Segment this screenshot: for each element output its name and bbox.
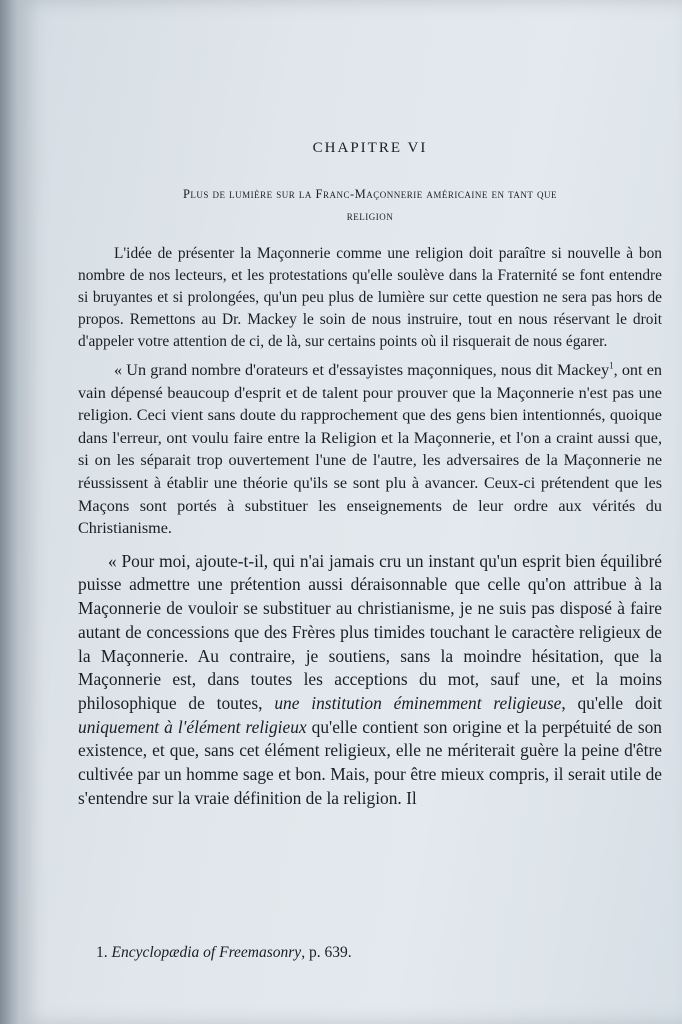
subtitle-line-1: Plus de lumière sur la Franc-Maçonnerie américaine en tant que — [182, 187, 558, 201]
paragraph-3-emphasis-1: une institution éminemment religieuse — [274, 692, 562, 713]
footnote-number: 1. — [96, 944, 108, 961]
paragraph-1: L'idée de présenter la Maçonnerie comme une religion doit paraître si nouvelle à bon nombre de nos lecteurs, et les protestations qu'elle soulève dans la Fraternité se font entendre si bruyantes et si prolongées, qu'un peu plus de lumière sur cette question ne sera pas hors de propos. Remettons au Dr. Mackey le soin de nous instruire, tout en nous réservant le droit d'appeler votre attention de ci, de là, sur certains points où il risquerait de nous égarer. — [78, 245, 662, 350]
paragraph-3-emphasis-2: uniquement à l'élément religieux — [78, 716, 307, 737]
footnote — [96, 944, 352, 962]
footnote-reference: 1 — [609, 360, 614, 371]
chapter-title: CHAPITRE VI — [312, 140, 428, 156]
footnote-title: Encyclopædia of Freemasonry — [111, 944, 302, 961]
paragraph-3-text-c: qu'elle contient son origine et la perpétuité de son existence, et que, sans cet élément religieux, elle ne mériterait guère la peine d'être cultivée par un homme sage et bon. Mais, pour être mieux compris, il serait utile de s'entendre sur la vraie définition de la religion. Il — [78, 716, 662, 808]
paragraph-3 — [78, 550, 662, 811]
paragraph-2 — [78, 359, 662, 540]
paragraph-2-text-a: « Un grand nombre d'orateurs et d'essayistes maçonniques, nous dit Mackey — [114, 361, 610, 379]
subtitle-line-2: religion — [346, 209, 394, 223]
paragraph-2-text-b: , ont en vain dépensé beaucoup d'esprit et de talent pour prouver que la Maçonnerie n'est pas une religion. Ceci vient sans doute du rapprochement que des gens bien intentionnés, quoique dans l'erreur, ont voulu faire entre la Religion et la Maçonnerie, et l'on a craint aussi que, si on les séparait trop ouvertement l'une de l'autre, les adversaires de la Maçonnerie ne réussissent à établir une théorie qu'ils se sont plu à avancer. Ceux-ci prétendent que les Maçons sont portés à substituer les enseignements de leur ordre aux vérités du Christianisme. — [78, 361, 662, 538]
page-body — [78, 140, 662, 810]
chapter-subtitle — [78, 183, 662, 227]
paragraph-3-text-b: , qu'elle doit — [561, 692, 662, 713]
footnote-page: , p. 639. — [301, 944, 352, 961]
paragraph-3-text-a: « Pour moi, ajoute-t-il, qui n'ai jamais cru un instant qu'un esprit bien équilibré puisse admettre une prétention aussi déraisonnable que celle qu'on attribue à la Maçonnerie de vouloir se substituer au christianisme, je ne suis pas disposé à faire autant de concessions que des Frères plus timides touchant le caractère religieux de la Maçonnerie. Au contraire, je soutiens, sans la moindre hésitation, que la Maçonnerie est, dans toutes les acceptions du mot, sauf une, et la moins philosophique de toutes, — [78, 550, 662, 713]
book-page — [18, 0, 682, 1024]
